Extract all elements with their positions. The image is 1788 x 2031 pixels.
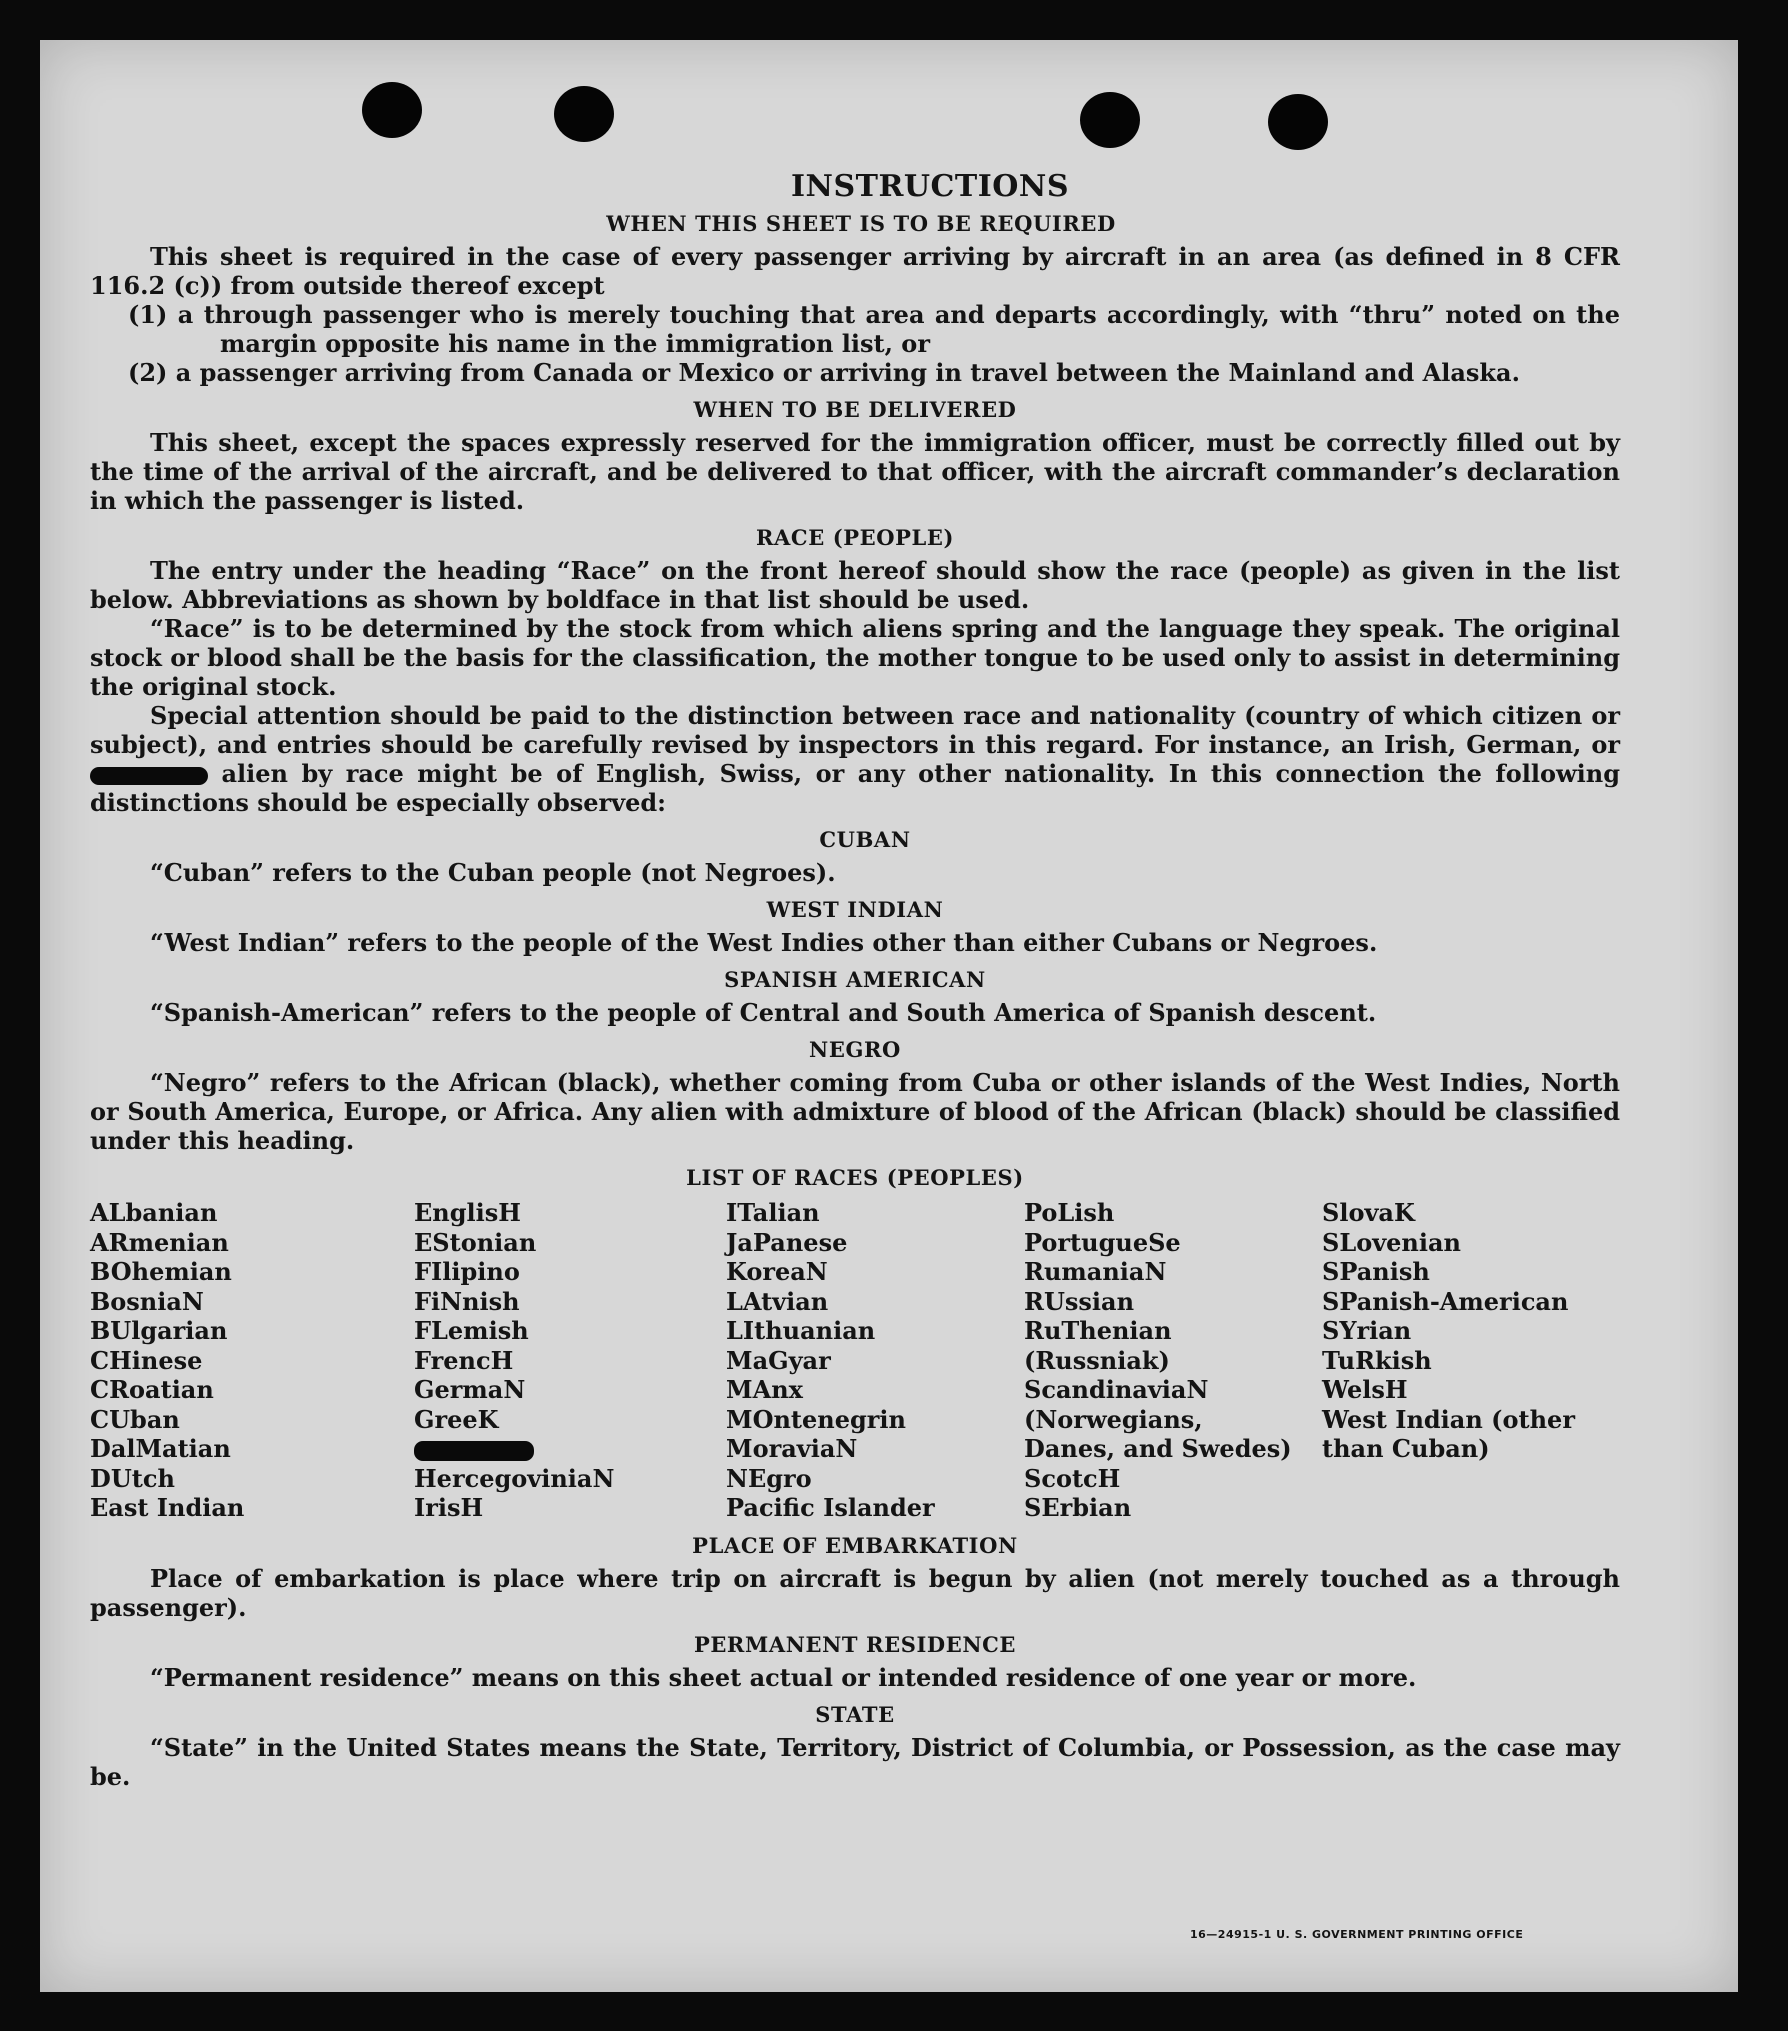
race-item: FiNnish — [414, 1286, 520, 1316]
section-heading-required: WHEN THIS SHEET IS TO BE REQUIRED — [606, 211, 1116, 236]
section-heading-delivered: WHEN TO BE DELIVERED — [693, 397, 1017, 422]
race-item: DalMatian — [90, 1434, 231, 1463]
race-item: LIthuanian — [726, 1316, 876, 1345]
race-item: RUssian — [1024, 1286, 1135, 1316]
required-intro: This sheet is required in the case of every passenger arriving by aircraft in an area (as defined in 8 CFR 116.2 (c)) from outside thereof except — [90, 242, 1620, 300]
state-text: “State” in the United States means the State, Territory, District of Columbia, or Possession, as the case may be. — [90, 1732, 1620, 1791]
race-item: NEgro — [726, 1463, 812, 1493]
race-column-1 — [90, 1198, 414, 1523]
residence-text: “Permanent residence” means on this sheet actual or intended residence of one year or more. — [150, 1662, 1417, 1692]
race-item: RuThenian (Russniak) — [1024, 1316, 1172, 1375]
race-paragraph-2: “Race” is to be determined by the stock from which aliens spring and the language they speak. The original stock or blood shall be the basis for the classification, the mother tongue to be used only to assist in determining the original stock. — [90, 614, 1620, 701]
section-heading-list: LIST OF RACES (PEOPLES) — [686, 1165, 1024, 1190]
race-item: IrisH — [414, 1493, 484, 1522]
race-column-4 — [1024, 1198, 1322, 1523]
spanish-american-text: “Spanish-American” refers to the people of Central and South America of Spanish descent. — [150, 998, 1377, 1027]
race-item: MaGyar — [726, 1345, 831, 1375]
race-item: CRoatian — [90, 1375, 214, 1404]
race-item: ScandinaviaN (Norwegians, Danes, and Swedes) — [1024, 1375, 1292, 1463]
race-item: SYrian — [1322, 1316, 1412, 1345]
race-item: MoraviaN — [726, 1434, 858, 1463]
race-column-2 — [414, 1198, 726, 1523]
race-list — [90, 1198, 1620, 1523]
race-item: DUtch — [90, 1463, 175, 1493]
page-title: INSTRUCTIONS — [791, 169, 1069, 204]
race-item: MAnx — [726, 1375, 803, 1404]
section-heading-spanish-american: SPANISH AMERICAN — [724, 967, 986, 992]
race-item: ScotcH — [1024, 1463, 1121, 1493]
race-item: EStonian — [414, 1227, 537, 1257]
section-heading-race: RACE (PEOPLE) — [755, 525, 955, 550]
west-indian-text: “West Indian” refers to the people of the West Indies other than either Cubans or Negroes. — [150, 928, 1378, 957]
race-item: East Indian — [90, 1493, 245, 1522]
race-item: SLovenian — [1322, 1227, 1461, 1257]
printing-office-footer: 16—24915-1 U. S. GOVERNMENT PRINTING OFFICE — [1190, 1928, 1524, 1941]
race-item: HercegoviniaN — [414, 1463, 615, 1493]
redaction-mark — [90, 767, 208, 785]
race-item: WelsH — [1322, 1375, 1408, 1404]
punch-hole — [1268, 94, 1328, 150]
race-item: ALbanian — [90, 1198, 218, 1227]
embarkation-text: Place of embarkation is place where trip on aircraft is begun by alien (not merely touched as a through passenger). — [90, 1563, 1620, 1622]
negro-text: “Negro” refers to the African (black), whether coming from Cuba or other islands of the West Indies, North or South America, Europe, or Africa. Any alien with admixture of blood of the African (black) should be classified under this heading. — [90, 1068, 1620, 1155]
race-item: RumaniaN — [1024, 1257, 1167, 1286]
race-item: ARmenian — [90, 1227, 229, 1257]
race-item: JaPanese — [726, 1227, 848, 1257]
race-item: FrencH — [414, 1345, 514, 1375]
race-column-3 — [726, 1198, 1024, 1523]
delivered-text: This sheet, except the spaces expressly reserved for the immigration officer, must be correctly filled out by the time of the arrival of the aircraft, and be delivered to that officer, with the aircraft commander’s declaration in which the passenger is listed. — [90, 428, 1620, 515]
race-item: TuRkish — [1322, 1345, 1432, 1375]
exception-item-2: (2) a passenger arriving from Canada or Mexico or arriving in travel between the Mainland and Alaska. — [128, 358, 1520, 387]
punch-hole — [362, 82, 422, 138]
race-item: PoLish — [1024, 1198, 1115, 1227]
section-heading-cuban: CUBAN — [819, 827, 911, 852]
race-item: SPanish — [1322, 1257, 1430, 1286]
punch-hole — [1080, 92, 1140, 148]
race-item: CUban — [90, 1404, 180, 1434]
race-paragraph-3a: Special attention should be paid to the distinction between race and nationality (country of which citizen or subject), and entries should be carefully revised by inspectors in this regard. For instance, an Irish, German, or — [90, 701, 1620, 759]
race-item: BosniaN — [90, 1286, 204, 1316]
race-item: FLemish — [414, 1316, 529, 1345]
race-item: BOhemian — [90, 1257, 232, 1286]
race-item: SErbian — [1024, 1493, 1132, 1522]
race-item: BUlgarian — [90, 1316, 228, 1345]
race-item: SlovaK — [1322, 1198, 1415, 1227]
race-column-5 — [1322, 1198, 1620, 1523]
race-item: ITalian — [726, 1198, 820, 1227]
exception-item-1: (1) a through passenger who is merely touching that area and departs accordingly, with “thru” noted on the margin opposite his name in the immigration list, or — [128, 300, 1620, 358]
race-item: CHinese — [90, 1345, 203, 1375]
race-item: MOntenegrin — [726, 1404, 906, 1434]
race-item: GermaN — [414, 1375, 526, 1404]
section-heading-residence: PERMANENT RESIDENCE — [693, 1631, 1017, 1657]
section-heading-west-indian: WEST INDIAN — [766, 897, 944, 922]
race-paragraph-1: The entry under the heading “Race” on the front hereof should show the race (people) as given in the list below. Abbreviations as shown by boldface in that list should be used. — [90, 556, 1620, 614]
race-paragraph-3 — [90, 701, 1620, 817]
race-item: KoreaN — [726, 1257, 828, 1286]
race-item: EnglisH — [414, 1198, 521, 1227]
race-item: GreeK — [414, 1404, 499, 1434]
section-heading-state: STATE — [815, 1701, 895, 1727]
race-item: West Indian (other than Cuban) — [1322, 1404, 1575, 1463]
document-sheet — [40, 40, 1738, 1992]
section-heading-embarkation: PLACE OF EMBARKATION — [692, 1532, 1018, 1558]
race-item: PortugueSe — [1024, 1227, 1181, 1257]
race-item: LAtvian — [726, 1286, 829, 1316]
race-paragraph-3b: alien by race might be of English, Swiss, or any other nationality. In this connection the following distinctions should be especially observed: — [90, 759, 1620, 817]
race-item: Pacific Islander — [726, 1493, 935, 1522]
instructions-content — [90, 169, 1620, 1791]
cuban-text: “Cuban” refers to the Cuban people (not Negroes). — [150, 858, 836, 887]
race-item: SPanish-American — [1322, 1286, 1569, 1316]
punch-hole — [554, 86, 614, 142]
race-item-redacted — [414, 1434, 726, 1464]
race-item: FIlipino — [414, 1257, 520, 1286]
section-heading-negro: NEGRO — [809, 1037, 901, 1062]
